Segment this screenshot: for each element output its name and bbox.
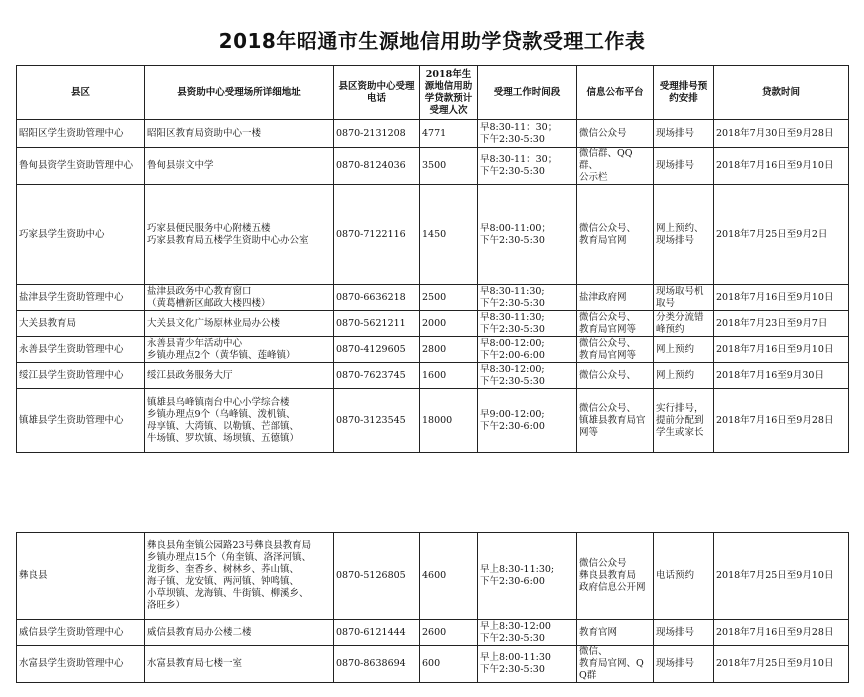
- phone-cell: 0870-8638694: [334, 646, 420, 683]
- period-cell: 2018年7月23日至9月7日: [714, 311, 849, 337]
- address-cell-line: 大关县文化广场原林业局办公楼: [147, 317, 281, 329]
- booking-cell-line: 网上预约: [656, 343, 695, 355]
- period-cell: 2018年7月16日至9月28日: [714, 389, 849, 453]
- platform-cell-line: 盐津政府网: [579, 291, 627, 303]
- address-cell-line: 海子镇、龙安镇、两河镇、钟鸣镇、: [147, 576, 300, 587]
- hours-cell-line: 下午2:30-5:30: [480, 133, 545, 145]
- phone-cell: 0870-5126805: [334, 533, 420, 620]
- county-cell: 镇雄县学生资助管理中心: [17, 389, 145, 453]
- booking-cell: [654, 363, 714, 389]
- platform-cell-line: 公示栏: [579, 172, 608, 183]
- booking-cell-line: 分类分流错: [656, 311, 704, 323]
- table-row: [17, 148, 849, 185]
- address-cell-line: 乡镇办理点9个（乌峰镇、泼机镇、: [147, 408, 296, 420]
- hours-cell: [478, 389, 577, 453]
- platform-cell-line: 教育局官网: [579, 234, 627, 246]
- address-cell-line: 威信县教育局办公楼二楼: [147, 626, 252, 638]
- count-cell: 2600: [420, 620, 478, 646]
- col-header-platform: 信息公布平台: [577, 66, 654, 120]
- platform-cell: [577, 646, 654, 683]
- hours-cell-line: 下午2:30-5:30: [480, 323, 545, 335]
- address-cell-line: 巧家县教育局五楼学生资助中心办公室: [147, 234, 309, 246]
- county-cell: 大关县教育局: [17, 311, 145, 337]
- booking-cell-line: 取号: [656, 297, 676, 309]
- hours-cell-line: 早9:00-12:00;: [480, 408, 545, 420]
- address-cell: [145, 389, 334, 453]
- hours-cell-line: 早8:30-11:30;: [480, 311, 545, 323]
- period-cell: 2018年7月25日至9月2日: [714, 185, 849, 285]
- address-cell: [145, 185, 334, 285]
- count-cell: 18000: [420, 389, 478, 453]
- booking-cell-line: 提前分配到: [656, 414, 704, 426]
- booking-cell-line: 现场排号: [656, 234, 695, 246]
- count-cell: 2500: [420, 285, 478, 311]
- platform-cell: [577, 337, 654, 363]
- county-cell: 鲁甸县资学生资助管理中心: [17, 148, 145, 185]
- count-cell: 3500: [420, 148, 478, 185]
- phone-cell: 0870-5621211: [334, 311, 420, 337]
- address-cell-line: 龙街乡、奎香乡、树林乡、荞山镇、: [147, 564, 300, 575]
- county-cell: 水富县学生资助管理中心: [17, 646, 145, 683]
- platform-cell-line: 微信公众号: [579, 127, 627, 139]
- platform-cell-line: 教育局官网等: [579, 349, 637, 361]
- county-cell: 盐津县学生资助管理中心: [17, 285, 145, 311]
- period-cell: 2018年7月25日至9月10日: [714, 646, 849, 683]
- booking-cell: [654, 533, 714, 620]
- address-cell: [145, 311, 334, 337]
- hours-cell-line: 早8:30-11：30；: [480, 121, 558, 133]
- hours-cell: [478, 363, 577, 389]
- col-header-period: 贷款时间: [714, 66, 849, 120]
- col-header-phone: 县区资助中心受理电话: [334, 66, 420, 120]
- count-cell: 4771: [420, 120, 478, 148]
- count-cell: 2800: [420, 337, 478, 363]
- phone-cell: 0870-2131208: [334, 120, 420, 148]
- platform-cell-line: 微信公众号、: [579, 222, 637, 234]
- booking-cell-line: 学生或家长: [656, 426, 704, 438]
- address-cell-line: 昭阳区教育局资助中心一楼: [147, 127, 262, 139]
- hours-cell-line: 下午2:30-5:30: [480, 234, 545, 246]
- address-cell: [145, 337, 334, 363]
- booking-cell-line: 实行排号，: [656, 402, 704, 414]
- county-cell: 绥江县学生资助管理中心: [17, 363, 145, 389]
- platform-cell: [577, 533, 654, 620]
- address-cell-line: 巧家县便民服务中心附楼五楼: [147, 222, 271, 234]
- platform-cell: [577, 620, 654, 646]
- period-cell: 2018年7月16日至9月10日: [714, 285, 849, 311]
- address-cell-line: 鲁甸县崇文中学: [147, 160, 214, 171]
- table-row: [17, 646, 849, 683]
- col-header-hours: 受理工作时间段: [478, 66, 577, 120]
- loan-schedule-table-continued: [16, 532, 849, 683]
- address-cell-line: 镇雄县乌峰镇南台中心小学综合楼: [147, 396, 290, 408]
- booking-cell: [654, 311, 714, 337]
- platform-cell-line: 教育局官网等: [579, 323, 637, 335]
- hours-cell-line: 下午2:30-6:00: [480, 576, 545, 587]
- table-row: [17, 363, 849, 389]
- phone-cell: 0870-4129605: [334, 337, 420, 363]
- platform-cell-line: 微信公众号、: [579, 369, 637, 381]
- hours-cell: [478, 185, 577, 285]
- county-cell: 彝良县: [17, 533, 145, 620]
- page-title: 2018年昭通市生源地信用助学贷款受理工作表: [218, 29, 646, 53]
- platform-cell-line: 微信、: [579, 646, 608, 657]
- hours-cell: [478, 148, 577, 185]
- booking-cell: [654, 389, 714, 453]
- hours-cell-line: 早8:30-11：30；: [480, 154, 558, 165]
- table-row: [17, 311, 849, 337]
- period-cell: 2018年7月16日至9月28日: [714, 620, 849, 646]
- platform-cell-line: 教育局官网、QQ群: [579, 658, 644, 681]
- county-cell: 威信县学生资助管理中心: [17, 620, 145, 646]
- platform-cell-line: 微信群、QQ群、: [579, 148, 633, 171]
- hours-cell-line: 下午2:30-5:30: [480, 297, 545, 309]
- platform-cell: [577, 389, 654, 453]
- platform-cell-line: 教育官网: [579, 626, 618, 638]
- county-cell: 昭阳区学生资助管理中心: [17, 120, 145, 148]
- table-row: [17, 389, 849, 453]
- platform-cell: [577, 285, 654, 311]
- booking-cell: [654, 148, 714, 185]
- booking-cell-line: 现场排号: [656, 160, 695, 171]
- hours-cell-line: 早8:30-12:00;: [480, 363, 545, 375]
- platform-cell: [577, 363, 654, 389]
- phone-cell: 0870-8124036: [334, 148, 420, 185]
- phone-cell: 0870-7623745: [334, 363, 420, 389]
- address-cell: [145, 285, 334, 311]
- booking-cell-line: 网上预约、: [656, 222, 704, 234]
- address-cell-line: 小草坝镇、龙海镇、牛街镇、柳溪乡、: [147, 588, 309, 599]
- address-cell-line: 盐津县政务中心教育窗口: [147, 285, 252, 297]
- hours-cell-line: 早8:00-12:00;: [480, 337, 545, 349]
- address-cell: [145, 620, 334, 646]
- address-cell-line: （黄葛槽新区邮政大楼四楼）: [147, 297, 271, 309]
- hours-cell-line: 早上8:00-11:30: [480, 652, 551, 663]
- phone-cell: 0870-6636218: [334, 285, 420, 311]
- period-cell: 2018年7月16日至9月10日: [714, 337, 849, 363]
- booking-cell: [654, 337, 714, 363]
- platform-cell-line: 微信公众号: [579, 558, 627, 569]
- col-header-count: 2018年生源地信用助学贷款预计受理人次: [420, 66, 478, 120]
- platform-cell: [577, 120, 654, 148]
- hours-cell: [478, 120, 577, 148]
- col-header-county: 县区: [17, 66, 145, 120]
- phone-cell: 0870-3123545: [334, 389, 420, 453]
- platform-cell-line: 彝良县教育局: [579, 570, 637, 581]
- count-cell: 1600: [420, 363, 478, 389]
- address-cell: [145, 533, 334, 620]
- hours-cell-line: 早上8:30-11:30;: [480, 564, 555, 575]
- hours-cell-line: 下午2:00-6:00: [480, 349, 545, 361]
- count-cell: 2000: [420, 311, 478, 337]
- address-cell-line: 母享镇、大湾镇、以勒镇、芒部镇、: [147, 420, 300, 432]
- table-row: [17, 120, 849, 148]
- hours-cell: [478, 311, 577, 337]
- hours-cell: [478, 533, 577, 620]
- platform-cell: [577, 185, 654, 285]
- hours-cell: [478, 646, 577, 683]
- booking-cell: [654, 120, 714, 148]
- count-cell: 600: [420, 646, 478, 683]
- hours-cell-line: 下午2:30-5:30: [480, 632, 545, 644]
- platform-cell: [577, 311, 654, 337]
- booking-cell: [654, 620, 714, 646]
- col-header-booking: 受理排号预约安排: [654, 66, 714, 120]
- address-cell-line: 乡镇办理点2个（黄华镇、莲峰镇）: [147, 349, 296, 361]
- phone-cell: 0870-6121444: [334, 620, 420, 646]
- period-cell: 2018年7月16至9月30日: [714, 363, 849, 389]
- hours-cell: [478, 620, 577, 646]
- address-cell: [145, 148, 334, 185]
- hours-cell-line: 早8:30-11:30;: [480, 285, 545, 297]
- platform-cell-line: 镇雄县教育局官网等: [579, 414, 646, 438]
- hours-cell: [478, 285, 577, 311]
- booking-cell-line: 现场取号机: [656, 285, 704, 297]
- platform-cell-line: 微信公众号、: [579, 402, 637, 414]
- platform-cell-line: 政府信息公开网: [579, 582, 646, 593]
- table-row: [17, 285, 849, 311]
- booking-cell-line: 网上预约: [656, 369, 695, 381]
- table-row: [17, 185, 849, 285]
- booking-cell-line: 现场排号: [656, 127, 695, 139]
- platform-cell-line: 微信公众号、: [579, 311, 637, 323]
- col-header-address: 县资助中心受理场所详细地址: [145, 66, 334, 120]
- period-cell: 2018年7月25日至9月10日: [714, 533, 849, 620]
- booking-cell-line: 电话预约: [656, 570, 695, 581]
- booking-cell: [654, 646, 714, 683]
- address-cell: [145, 646, 334, 683]
- address-cell: [145, 363, 334, 389]
- table-row: [17, 533, 849, 620]
- booking-cell-line: 峰预约: [656, 323, 685, 335]
- table-row: [17, 337, 849, 363]
- address-cell-line: 水富县教育局七楼一室: [147, 658, 243, 669]
- booking-cell-line: 现场排号: [656, 658, 695, 669]
- address-cell-line: 彝良县角奎镇公园路23号彝良县教育局: [147, 540, 312, 551]
- loan-schedule-table: [16, 65, 849, 453]
- hours-cell-line: 下午2:30-5:30: [480, 375, 545, 387]
- booking-cell-line: 现场排号: [656, 626, 695, 638]
- period-cell: 2018年7月30日至9月28日: [714, 120, 849, 148]
- booking-cell: [654, 185, 714, 285]
- platform-cell-line: 微信公众号、: [579, 337, 637, 349]
- county-cell: 巧家县学生资助中心: [17, 185, 145, 285]
- booking-cell: [654, 285, 714, 311]
- county-cell: 永善县学生资助管理中心: [17, 337, 145, 363]
- address-cell-line: 乡镇办理点15个（角奎镇、洛泽河镇、: [147, 552, 312, 563]
- count-cell: 1450: [420, 185, 478, 285]
- header-row: [17, 66, 849, 120]
- hours-cell-line: 下午2:30-5:30: [480, 166, 545, 177]
- table-row: [17, 620, 849, 646]
- hours-cell-line: 下午2:30-6:00: [480, 420, 545, 432]
- period-cell: 2018年7月16日至9月10日: [714, 148, 849, 185]
- hours-cell-line: 早8:00-11:00；: [480, 222, 551, 234]
- address-cell: [145, 120, 334, 148]
- hours-cell: [478, 337, 577, 363]
- platform-cell: [577, 148, 654, 185]
- phone-cell: 0870-7122116: [334, 185, 420, 285]
- address-cell-line: 永善县青少年活动中心: [147, 337, 243, 349]
- hours-cell-line: 早上8:30-12:00: [480, 620, 551, 632]
- address-cell-line: 洛旺乡）: [147, 600, 186, 611]
- address-cell-line: 绥江县政务服务大厅: [147, 369, 233, 381]
- hours-cell-line: 下午2:30-5:30: [480, 664, 545, 675]
- count-cell: 4600: [420, 533, 478, 620]
- address-cell-line: 牛场镇、罗坎镇、场坝镇、五德镇）: [147, 432, 300, 444]
